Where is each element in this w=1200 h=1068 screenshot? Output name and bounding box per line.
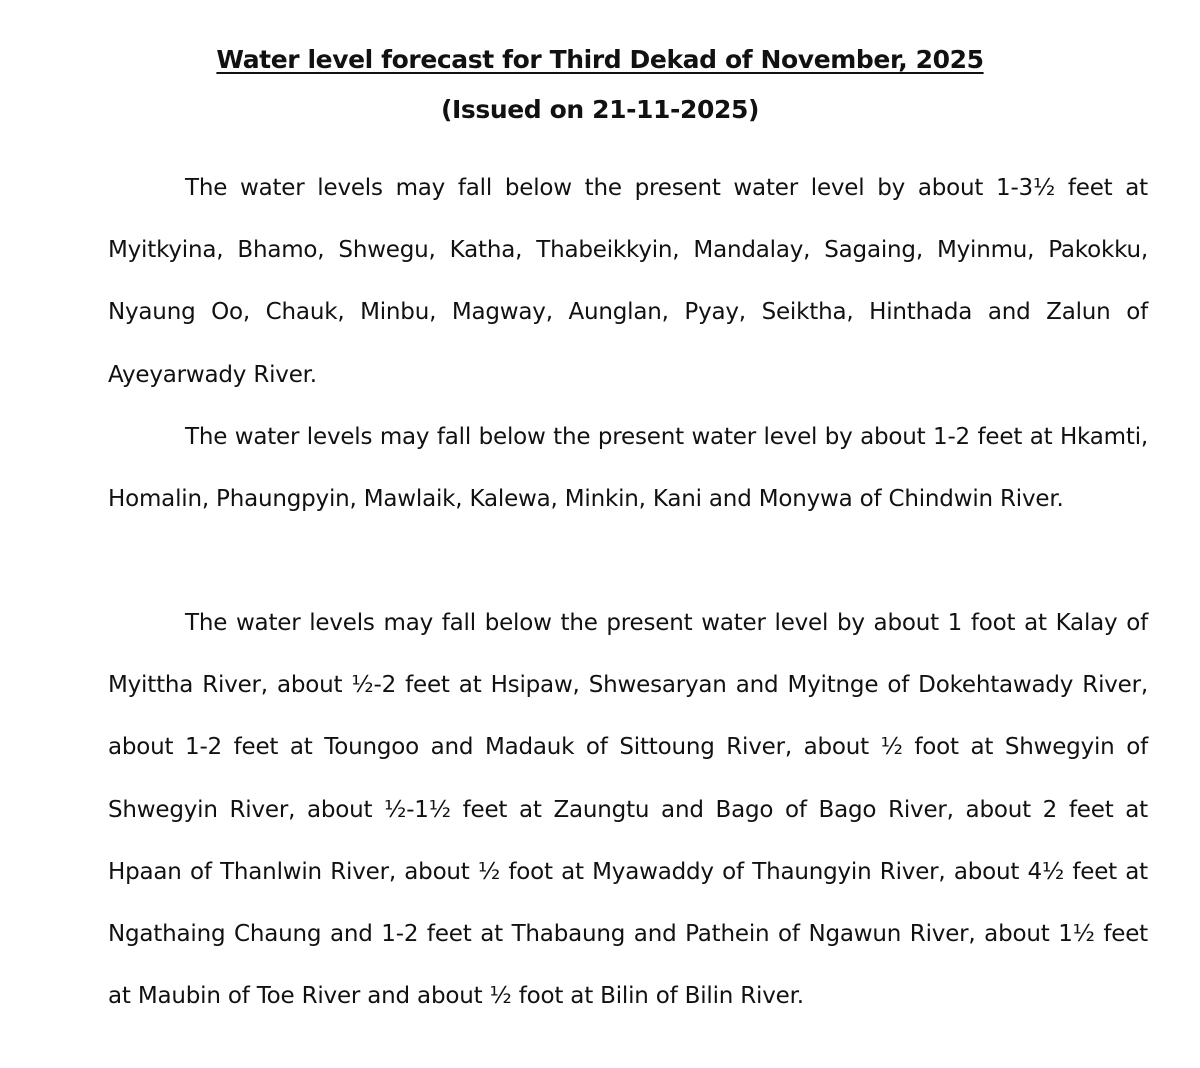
document-title-line bbox=[0, 40, 1200, 80]
paragraph-ayeyarwady: The water levels may fall below the present water level by about 1-3½ feet at Myitkyina, Bhamo, Shwegu, Katha, Thabeikkyin, Mandalay, Sagaing, Myinmu, Pakokku, Nyaung Oo, Chauk, Minbu, Magway, Aunglan, Pyay, Seiktha, Hinthada and Zalun of Ayeyarwady River. bbox=[108, 175, 1148, 388]
document-title: Water level forecast for Third Dekad of November, 2025 bbox=[216, 45, 984, 74]
paragraph-chindwin: The water levels may fall below the present water level by about 1-2 feet at Hkamti, Homalin, Phaungpyin, Mawlaik, Kalewa, Minkin, Kani and Monywa of Chindwin River. bbox=[108, 424, 1148, 513]
paragraph-other-rivers: The water levels may fall below the present water level by about 1 foot at Kalay of Myittha River, about ½-2 feet at Hsipaw, Shwesaryan and Myitnge of Dokehtawady River, about 1-2 feet at Toungoo and Madauk of Sittoung River, about ½ foot at Shwegyin of Shwegyin River, about ½-1½ feet at Zaungtu and Bago of Bago River, about 2 feet at Hpaan of Thanlwin River, about ½ foot at Myawaddy of Thaungyin River, about 4½ feet at Ngathaing Chaung and 1-2 feet at Thabaung and Pathein of Ngawun River, about 1½ feet at Maubin of Toe River and about ½ foot at Bilin of Bilin River. bbox=[108, 610, 1148, 1010]
issued-date: (Issued on 21-11-2025) bbox=[440, 95, 760, 124]
